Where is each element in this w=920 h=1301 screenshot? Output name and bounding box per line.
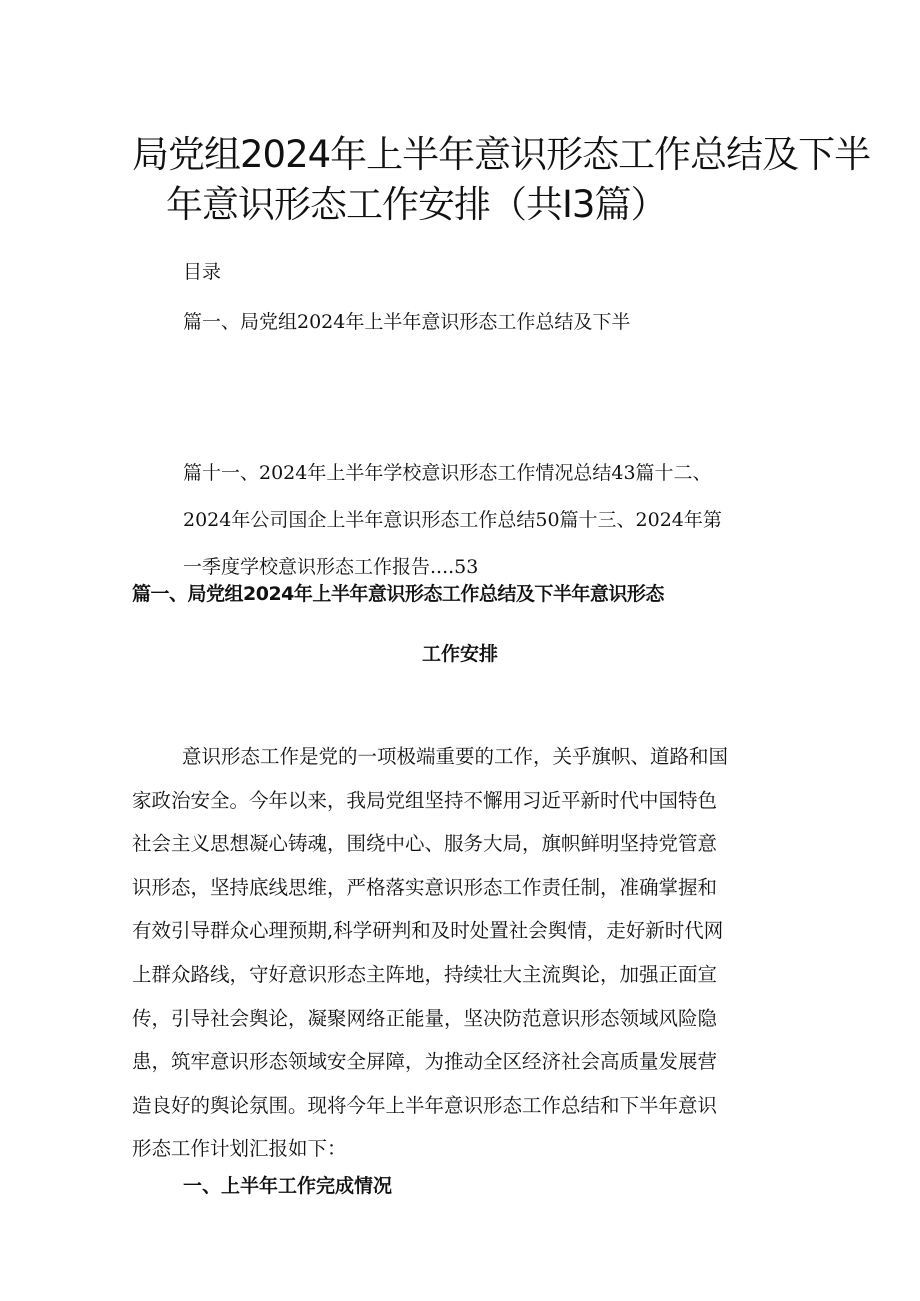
toc-line: 一季度学校意识形态工作报告....53	[183, 556, 479, 578]
body-paragraph	[132, 735, 792, 1171]
section-title-continued: 工作安排	[421, 643, 498, 665]
paragraph-line: 形态工作计划汇报如下：	[132, 1137, 347, 1161]
paragraph-line: 上群众路线，守好意识形态主阵地，持续壮大主流舆论，加强正面宣	[132, 962, 718, 986]
paragraph-line: 传，引导社会舆论，凝聚网络正能量，坚决防范意识形态领域风险隐	[132, 1006, 718, 1030]
toc-list	[183, 450, 783, 591]
paragraph-line: 意识形态工作是党的一项极端重要的工作，关乎旗帜、道路和国	[182, 745, 729, 768]
paragraph-line: 造良好的舆论氛围。现将今年上半年意识形态工作总结和下半年意识	[132, 1093, 718, 1117]
paragraph-line: 有效引导群众心理预期,科学研判和及时处置社会舆情，走好新时代网	[132, 919, 724, 943]
toc-line: 篇十一、2024年上半年学校意识形态工作情况总结43篇十二、	[183, 462, 712, 484]
section-heading: 一、上半年工作完成情况	[183, 1175, 393, 1197]
paragraph-line: 患，筑牢意识形态领域安全屏障，为推动全区经济社会高质量发展营	[132, 1050, 718, 1074]
paragraph-line: 家政治安全。今年以来，我局党组坚持不懈用习近平新时代中国特色	[132, 788, 718, 812]
toc-item: 篇一、局党组2024年上半年意识形态工作总结及下半	[183, 311, 631, 333]
section-title: 篇一、局党组2024年上半年意识形态工作总结及下半年意识形态	[132, 583, 664, 605]
toc-label: 目录	[183, 261, 222, 283]
document-title-line-1: 局党组2024年上半年意识形态工作总结及下半	[132, 133, 871, 176]
paragraph-line: 识形态，坚持底线思维，严格落实意识形态工作责任制，准确掌握和	[132, 875, 718, 899]
toc-line: 2024年公司国企上半年意识形态工作总结50篇十三、2024年第	[183, 509, 722, 531]
paragraph-line: 社会主义思想凝心铸魂，围绕中心、服务大局，旗帜鲜明坚持党管意	[132, 832, 718, 856]
document-title	[132, 130, 871, 230]
document-title-line-2: 年意识形态工作安排（共I3篇）	[166, 183, 667, 226]
